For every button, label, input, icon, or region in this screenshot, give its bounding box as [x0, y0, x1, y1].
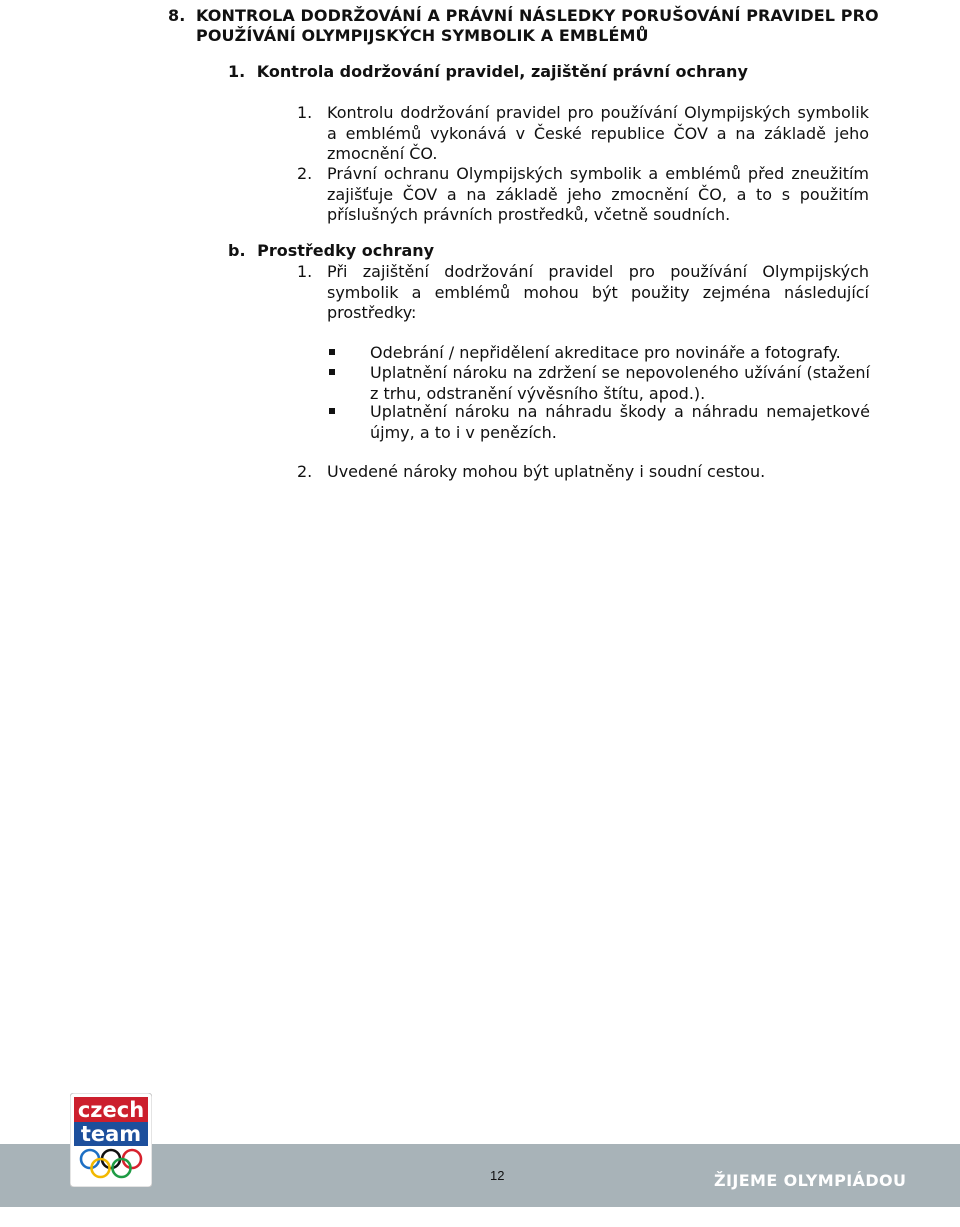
- item-number: 2.: [297, 164, 313, 183]
- subsection-number: 1.: [228, 62, 246, 81]
- item-text: Kontrolu dodržování pravidel pro používání Olympijských symbolik a emblémů vykonává v České republice ČOV a na základě jeho zmocnění ČO.: [327, 103, 869, 163]
- bullet-text: Uplatnění nároku na zdržení se nepovoleného užívání (stažení z trhu, odstranění vývěsního štítu, apod.).: [370, 363, 870, 403]
- item-number: 1.: [297, 262, 313, 281]
- item-text: Právní ochranu Olympijských symbolik a emblémů před zneužitím zajišťuje ČOV a na základě jeho zmocnění ČO, a to s použitím příslušných právních prostředků, včetně soudních.: [327, 164, 869, 224]
- czech-team-logo: [70, 1093, 152, 1187]
- bullet-list: [329, 343, 870, 443]
- subsection-heading: [228, 62, 748, 82]
- bullet-marker: [329, 369, 335, 375]
- bullet-marker: [329, 408, 335, 414]
- page-number: 12: [490, 1168, 505, 1183]
- subsection-number: b.: [228, 241, 246, 260]
- subsection-title: Prostředky ochrany: [257, 241, 435, 260]
- czech-team-logo-graphic: [70, 1093, 152, 1187]
- item-text: Uvedené nároky mohou být uplatněny i soudní cestou.: [327, 462, 766, 481]
- list-item: [297, 164, 869, 226]
- section-title: KONTROLA DODRŽOVÁNÍ A PRÁVNÍ NÁSLEDKY PORUŠOVÁNÍ PRAVIDEL PRO POUŽÍVÁNÍ OLYMPIJSKÝCH SYMBOLIK A EMBLÉMŮ: [196, 6, 879, 45]
- list-item: [297, 103, 869, 165]
- item-number: 2.: [297, 462, 313, 481]
- item-text: Při zajištění dodržování pravidel pro používání Olympijských symbolik a emblémů mohou být použity zejména následující prostředky:: [327, 262, 869, 322]
- section-number: 8.: [168, 6, 186, 25]
- list-item: [297, 262, 869, 324]
- logo-text-czech: czech: [77, 1098, 145, 1122]
- list-item: [297, 462, 869, 484]
- subsection-heading: [228, 241, 434, 261]
- bullet-text: Odebrání / nepřidělení akreditace pro novináře a fotografy.: [370, 343, 841, 362]
- subsection-title: Kontrola dodržování pravidel, zajištění právní ochrany: [256, 62, 748, 81]
- logo-text-team: team: [80, 1122, 142, 1146]
- footer-slogan: ŽIJEME OLYMPIÁDOU: [714, 1171, 907, 1190]
- bullet-text: Uplatnění nároku na náhradu škody a náhradu nemajetkové újmy, a to i v penězích.: [370, 402, 870, 442]
- item-number: 1.: [297, 103, 313, 122]
- bullet-marker: [329, 349, 335, 355]
